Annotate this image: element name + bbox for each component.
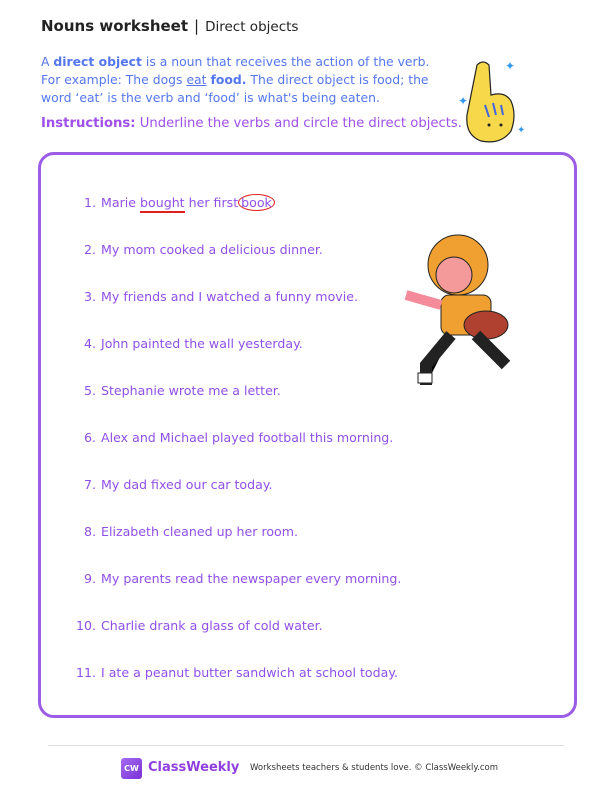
list-item: 7. My dad fixed our car today. <box>83 477 273 492</box>
list-item: 10. Charlie drank a glass of cold water. <box>75 618 323 633</box>
svg-text:✦: ✦ <box>458 94 469 108</box>
list-item: 1. Marie bought her first book <box>41 195 371 210</box>
exercise-box <box>38 152 577 718</box>
list-item: 4. John painted the wall yesterday. <box>83 336 303 351</box>
underlined-verb: bought <box>140 195 185 213</box>
title-separator: | <box>194 17 200 35</box>
intro-paragraph: A direct object is a noun that receives the action of the verb. For example: The dogs eat food. The direct object is food; the word ‘eat’ is the verb and ‘food’ is what's being eaten. <box>41 54 430 105</box>
list-item: 6. Alex and Michael played football this morning. <box>83 430 394 445</box>
footer-divider <box>48 745 564 746</box>
circled-object: book <box>238 194 275 211</box>
football-player-illustration <box>386 225 546 395</box>
list-item: 8. Elizabeth cleaned up her room. <box>83 524 299 539</box>
svg-text:✦: ✦ <box>517 125 526 136</box>
list-item: 2. My mom cooked a delicious dinner. <box>83 242 323 257</box>
title-subtitle: Direct objects <box>205 19 299 35</box>
list-item: 9. My parents read the newspaper every morning. <box>83 571 402 586</box>
list-item: 5. Stephanie wrote me a letter. <box>83 383 281 398</box>
list-item: 3. My friends and I watched a funny movie. <box>83 289 358 304</box>
list-item: 11. I ate a peanut butter sandwich at school today. <box>75 665 399 680</box>
classweekly-logo: CW <box>121 758 142 779</box>
svg-text:✦: ✦ <box>505 59 516 73</box>
title-main: Nouns worksheet <box>41 17 189 35</box>
foam-finger-illustration <box>455 55 535 145</box>
instructions: Instructions: Underline the verbs and circle the direct objects. <box>41 116 462 131</box>
footer-tagline: Worksheets teachers & students love. © ClassWeekly.com <box>250 763 499 773</box>
brand-name: ClassWeekly <box>148 760 240 775</box>
page-title <box>41 17 298 35</box>
